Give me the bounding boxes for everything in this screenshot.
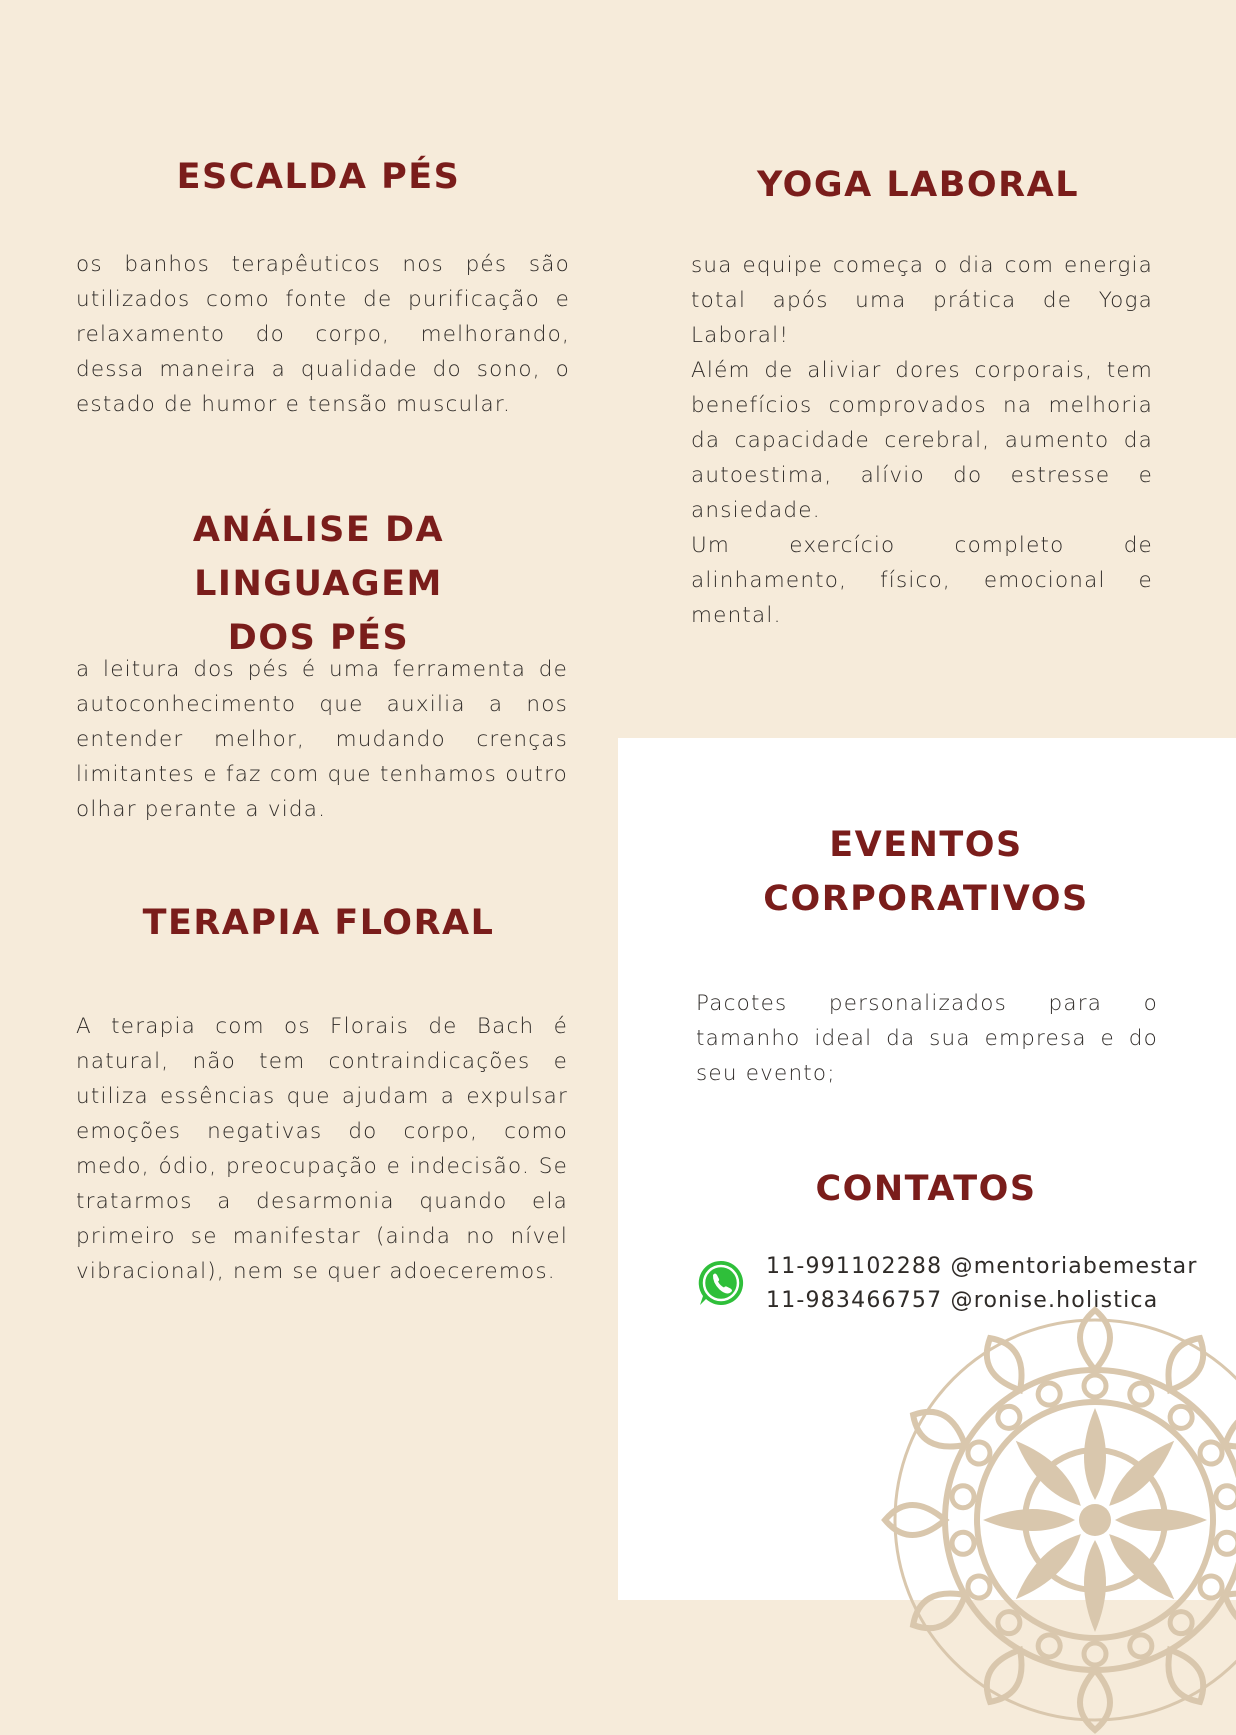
yoga-laboral-text [691, 248, 1153, 633]
eventos-title-line1: EVENTOS [829, 825, 1023, 865]
analise-linguagem-text: a leitura dos pés é uma ferramenta de autoconhecimento que auxilia a nos entender melhor, mudando crenças limitantes e faz com que tenhamos outro olhar perante a vida. [76, 657, 568, 822]
escalda-pes-text: os banhos terapêuticos nos pés são utilizados como fonte de purificação e relaxamento do corpo, melhorando, dessa maneira a qualidade do sono, o estado de humor e tensão muscular. [76, 252, 570, 417]
contact-line-2: 11-983466757 @ronise.holistica [766, 1288, 1159, 1313]
yoga-text-p2: Além de aliviar dores corporais, tem benefícios comprovados na melhoria da capacidade cerebral, aumento da autoestima, alívio do estresse e ansiedade. [691, 358, 1153, 523]
yoga-text-p1: sua equipe começa o dia com energia total após uma prática de Yoga Laboral! [691, 253, 1153, 348]
yoga-text-p3: Um exercício completo de alinhamento, físico, emocional e mental. [691, 533, 1153, 628]
escalda-pes-title: ESCALDA PÉS [176, 157, 461, 197]
analise-linguagem-title [76, 503, 561, 665]
contatos-title: CONTATOS [815, 1169, 1037, 1209]
terapia-floral-text: A terapia com os Florais de Bach é natural, não tem contraindicações e utiliza essências que ajudam a expulsar emoções negativas do corpo, como medo, ódio, preocupação e indecisão. Se tratarmos a desarmonia quando ela primeiro se manifestar (ainda no nível vibracional), nem se quer adoeceremos. [76, 1014, 568, 1284]
eventos-title-line2: CORPORATIVOS [763, 879, 1089, 919]
eventos-corporativos-text: Pacotes personalizados para o tamanho ideal da sua empresa e do seu evento; [696, 991, 1158, 1086]
mandala-decoration [880, 1305, 1236, 1735]
terapia-floral-title: TERAPIA FLORAL [142, 903, 495, 943]
whatsapp-icon [696, 1258, 746, 1308]
yoga-laboral-title: YOGA LABORAL [756, 165, 1079, 205]
contact-line-1: 11-991102288 @mentoriabemestar [766, 1254, 1198, 1279]
analise-title-line2: DOS PÉS [227, 618, 410, 658]
analise-title-line1: ANÁLISE DA LINGUAGEM [192, 510, 445, 604]
eventos-corporativos-title [690, 818, 1162, 926]
